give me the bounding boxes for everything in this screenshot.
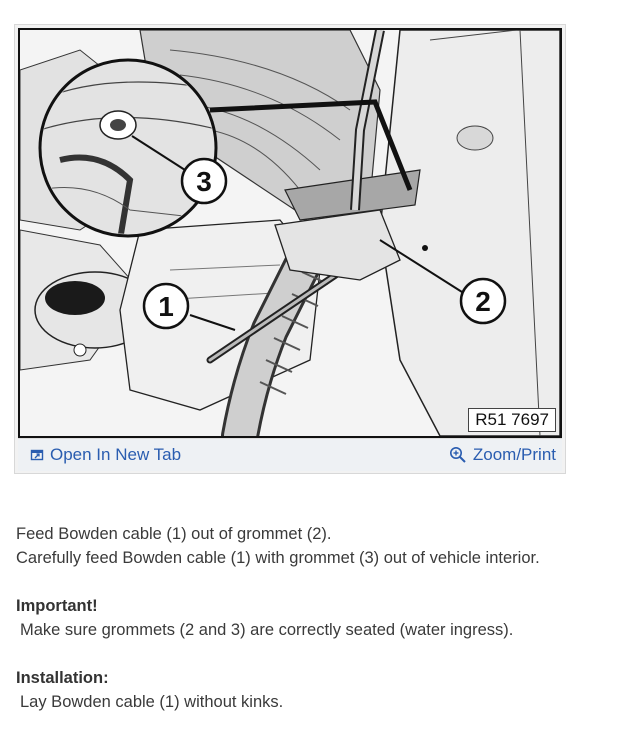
figure-frame [14, 24, 566, 474]
important-heading: Important! [16, 597, 98, 615]
installation-text: Lay Bowden cable (1) without kinks. [20, 693, 284, 711]
instructions [16, 522, 616, 714]
figure-reference-code: R51 7697 [468, 408, 556, 432]
callout-1-label: 1 [158, 291, 174, 322]
zoom-print-label: Zoom/Print [472, 445, 556, 464]
open-in-new-tab-label: Open In New Tab [50, 445, 182, 464]
installation-heading: Installation: [16, 669, 109, 687]
instruction-step: Carefully feed Bowden cable (1) with grommet (3) out of vehicle interior. [16, 549, 540, 567]
callout-3-label: 3 [196, 166, 212, 197]
callout-2-label: 2 [475, 286, 491, 317]
technical-illustration [18, 28, 562, 438]
figure-toolbar [18, 438, 562, 471]
open-in-new-tab-icon [30, 448, 44, 462]
instruction-step: Feed Bowden cable (1) out of grommet (2). [16, 525, 332, 543]
zoom-print-link[interactable] [449, 445, 556, 465]
open-in-new-tab-link[interactable] [30, 445, 181, 465]
important-text: Make sure grommets (2 and 3) are correctly seated (water ingress). [20, 621, 514, 639]
magnifier-plus-icon [449, 446, 467, 464]
